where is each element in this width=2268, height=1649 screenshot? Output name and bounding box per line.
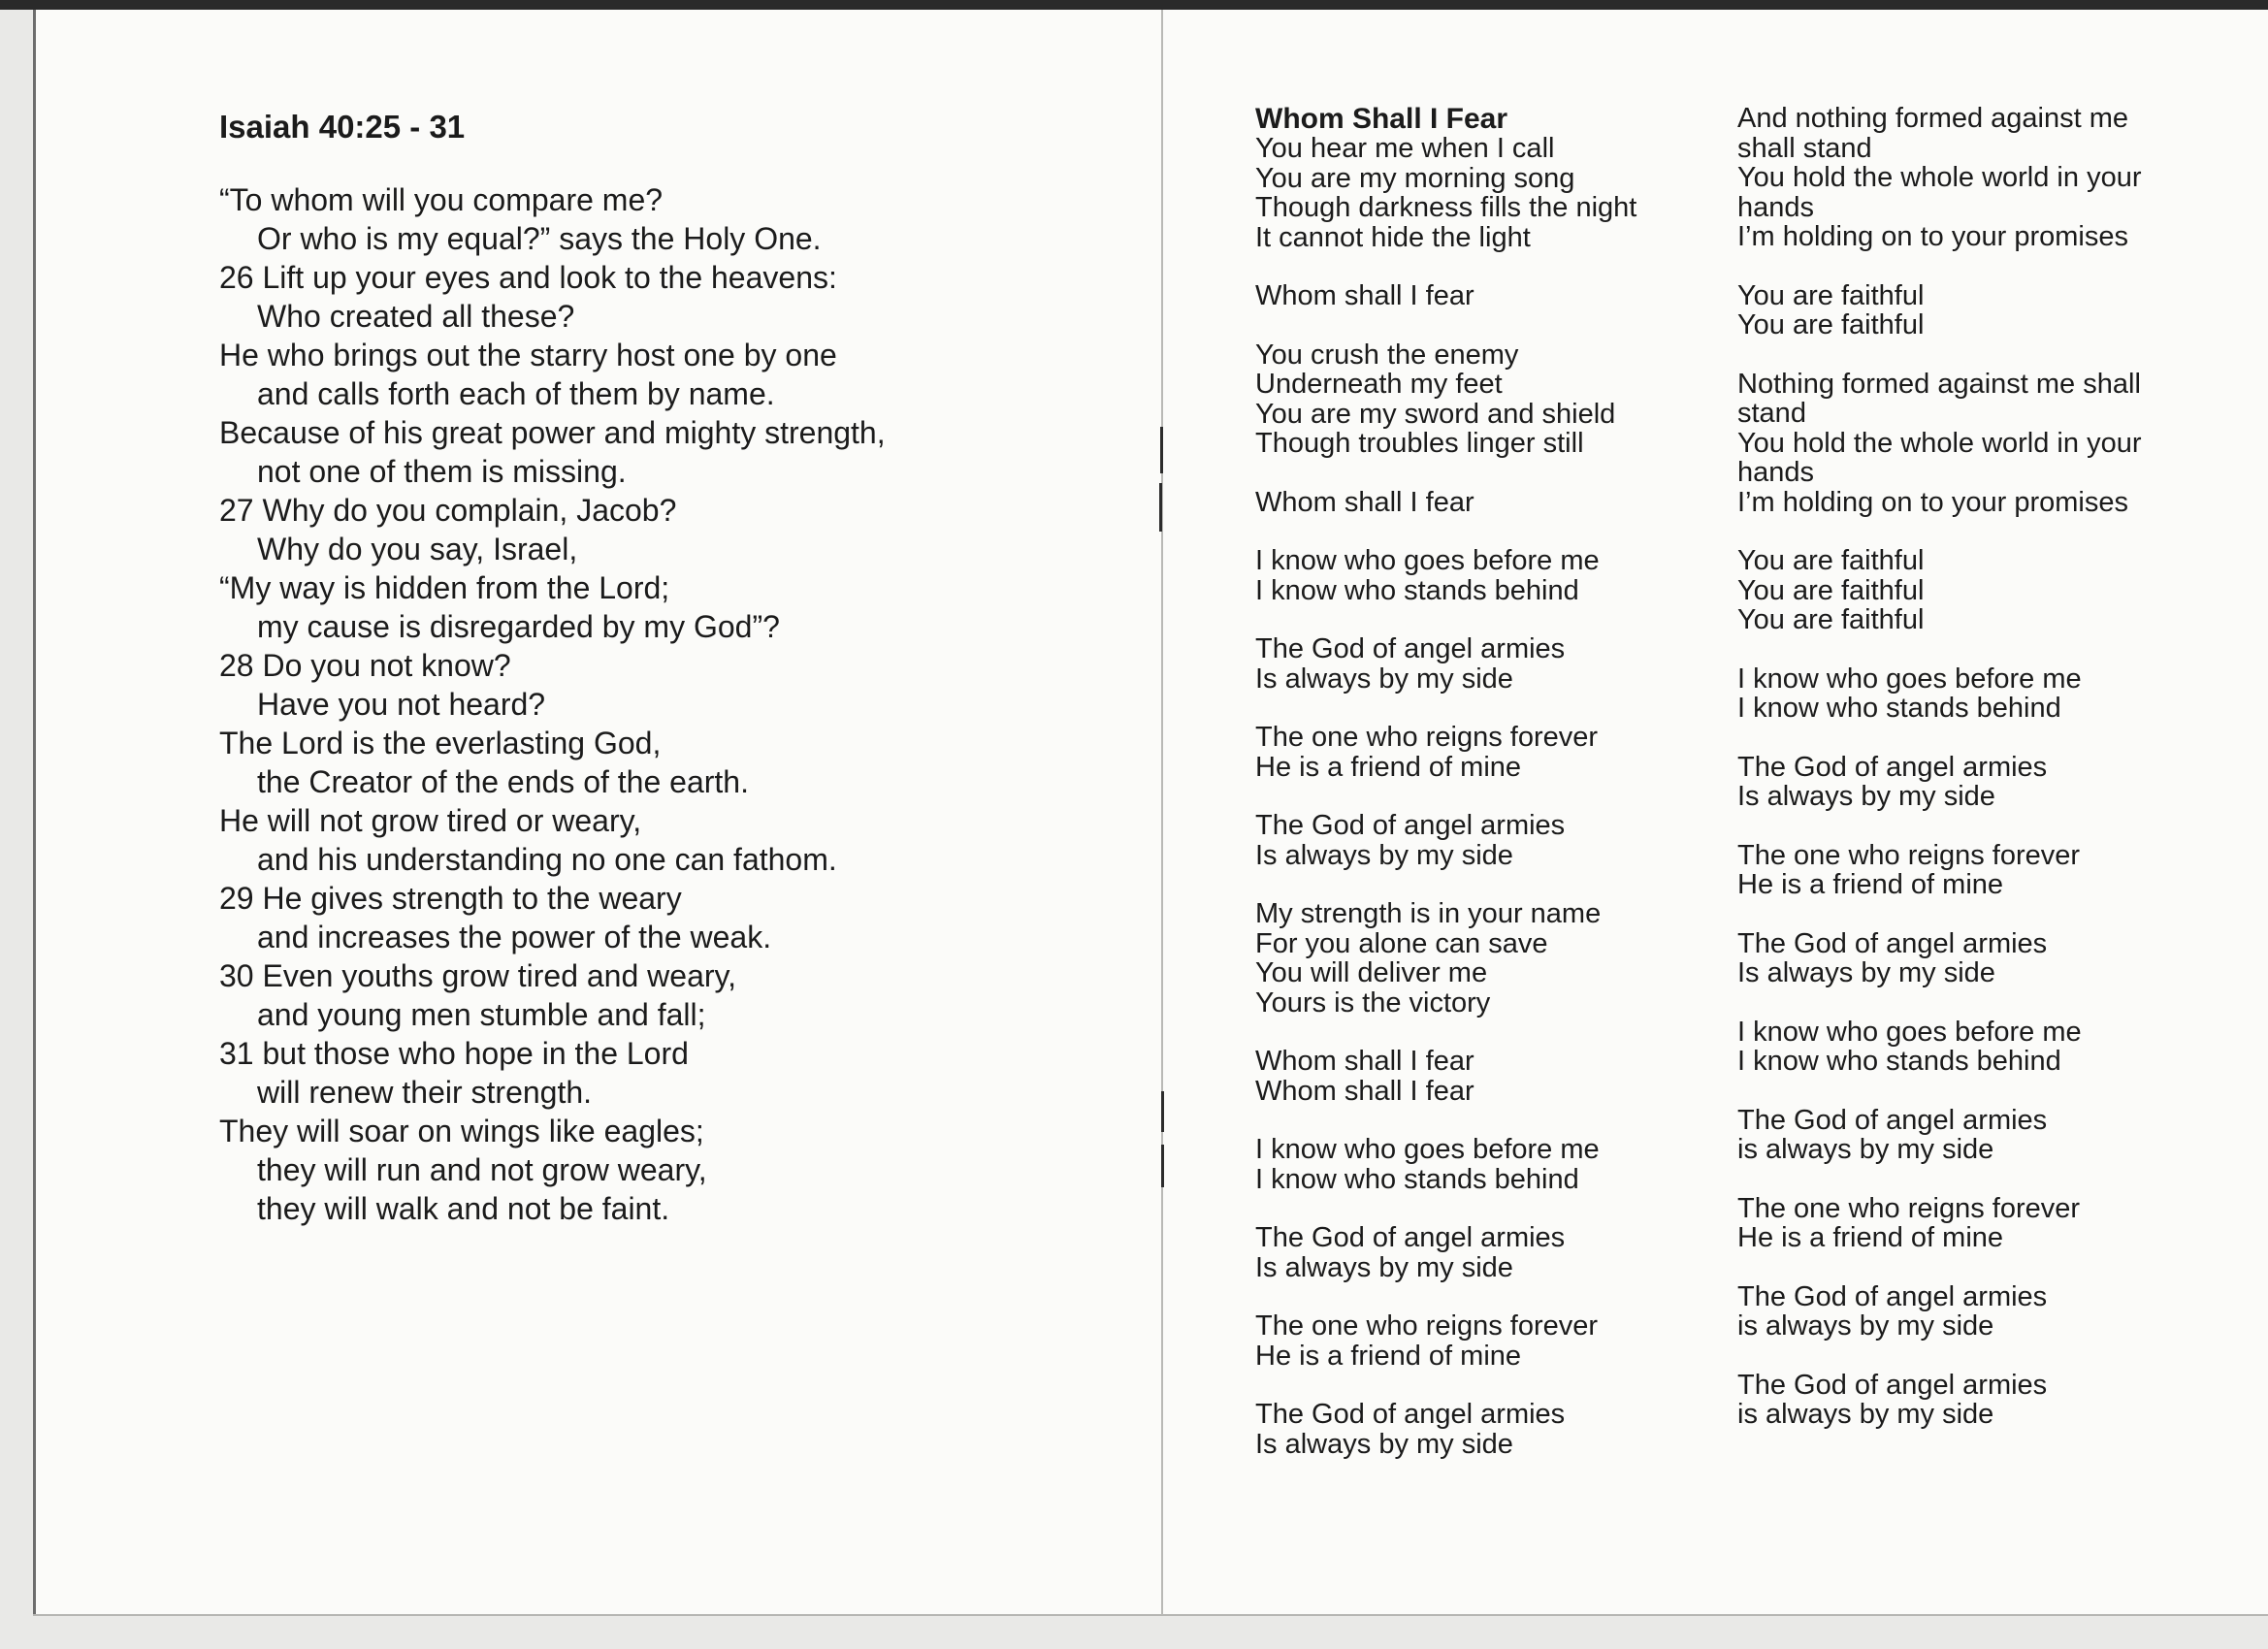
lyric-line: The God of angel armies <box>1737 1369 2048 1401</box>
lyric-stanza <box>1737 104 2203 252</box>
verse-line: “To whom will you compare me? <box>219 182 664 217</box>
verse-line: 29 He gives strength to the weary <box>219 881 682 916</box>
lyric-stanza <box>1737 370 2203 518</box>
lyric-stanza <box>1737 281 2203 340</box>
lyric-line: The God of angel armies <box>1737 927 2048 959</box>
page-bottom-edge <box>33 1614 2268 1616</box>
lyric-line: The God of angel armies <box>1255 1399 1566 1430</box>
lyric-line: I know who goes before me <box>1255 1134 1600 1165</box>
lyric-stanza <box>1737 1282 2203 1342</box>
lyric-line: You hold the whole world in your <box>1737 162 2142 193</box>
center-fold <box>1161 10 1163 1615</box>
lyric-line: You are faithful <box>1737 279 1925 311</box>
verse-line: will renew their strength. <box>257 1075 593 1110</box>
lyric-line: The one who reigns forever <box>1737 1192 2081 1224</box>
staple-mark <box>1161 1091 1164 1132</box>
verse-line: Because of his great power and mighty strength, <box>219 415 886 450</box>
lyric-line: Yours is the victory <box>1255 986 1491 1018</box>
lyric-stanza <box>1737 929 2203 988</box>
lyric-line: The God of angel armies <box>1737 751 2048 783</box>
lyric-line: He is a friend of mine <box>1255 1340 1522 1372</box>
lyric-stanza <box>1255 723 1721 782</box>
lyric-line: I know who goes before me <box>1737 663 2082 695</box>
verse-line: not one of them is missing. <box>257 454 627 489</box>
verse-line: and young men stumble and fall; <box>257 997 706 1032</box>
page-left-edge <box>33 10 36 1615</box>
lyric-line: For you alone can save <box>1255 927 1548 959</box>
lyric-line: You are faithful <box>1737 574 1925 606</box>
verse-line: 27 Why do you complain, Jacob? <box>219 493 677 528</box>
lyric-line: Underneath my feet <box>1255 369 1503 400</box>
lyric-line: Nothing formed against me shall <box>1737 368 2141 400</box>
lyric-stanza <box>1255 1135 1721 1194</box>
staple-mark <box>1161 1145 1164 1187</box>
verse-line: Who created all these? <box>257 299 575 334</box>
verse-line: 30 Even youths grow tired and weary, <box>219 958 737 993</box>
lyric-line: You hear me when I call <box>1255 133 1555 164</box>
lyric-line: Whom shall I fear <box>1255 280 1474 311</box>
lyric-line: stand <box>1737 398 1806 429</box>
lyric-stanza <box>1255 134 1721 252</box>
verse-line: “My way is hidden from the Lord; <box>219 570 670 605</box>
lyric-line: I know who stands behind <box>1737 693 2061 724</box>
verse-line: Or who is my equal?” says the Holy One. <box>257 221 822 256</box>
lyric-line: Is always by my side <box>1737 957 1995 988</box>
lyric-line: is always by my side <box>1737 1134 1994 1165</box>
lyric-stanza <box>1255 1047 1721 1106</box>
verse-line: Have you not heard? <box>257 687 546 722</box>
lyric-line: hands <box>1737 191 1815 223</box>
lyric-line: Is always by my side <box>1255 1251 1513 1283</box>
staple-mark <box>1159 483 1162 532</box>
scripture-text <box>219 180 1015 1228</box>
lyric-line: Though darkness fills the night <box>1255 192 1637 223</box>
lyric-line: He is a friend of mine <box>1737 869 2004 900</box>
lyric-line: You will deliver me <box>1255 957 1488 988</box>
lyric-line: It cannot hide the light <box>1255 221 1531 253</box>
song-title: Whom Shall I Fear <box>1255 103 1508 135</box>
lyric-line: You are faithful <box>1737 309 1925 340</box>
lyrics-column-left <box>1255 104 1721 1488</box>
lyric-line: He is a friend of mine <box>1737 1222 2004 1253</box>
lyric-line: I know who stands behind <box>1737 1046 2061 1077</box>
verse-line: Why do you say, Israel, <box>257 532 578 566</box>
lyric-line: You are my morning song <box>1255 162 1575 194</box>
lyric-stanza <box>1255 1400 1721 1459</box>
verse-line: They will soar on wings like eagles; <box>219 1114 704 1148</box>
lyric-line: You are my sword and shield <box>1255 398 1616 430</box>
lyric-line: I know who stands behind <box>1255 1163 1579 1195</box>
lyric-stanza <box>1737 1371 2203 1430</box>
lyric-line: The one who reigns forever <box>1255 722 1599 753</box>
lyric-stanza <box>1255 634 1721 694</box>
verse-line: and increases the power of the weak. <box>257 920 772 954</box>
lyric-line: You are faithful <box>1737 545 1925 576</box>
scripture-reference-title: Isaiah 40:25 - 31 <box>219 109 466 145</box>
lyric-line: The God of angel armies <box>1255 1222 1566 1253</box>
lyric-line: The one who reigns forever <box>1737 839 2081 871</box>
lyric-stanza <box>1737 1194 2203 1253</box>
lyric-stanza <box>1737 1018 2203 1077</box>
lyric-line: is always by my side <box>1737 1310 1994 1342</box>
lyric-line: Whom shall I fear <box>1255 486 1474 518</box>
verse-line: He who brings out the starry host one by one <box>219 338 837 372</box>
verse-line: The Lord is the everlasting God, <box>219 726 662 760</box>
lyric-stanza <box>1255 546 1721 605</box>
lyric-line: Though troubles linger still <box>1255 428 1584 459</box>
lyric-line: The one who reigns forever <box>1255 1310 1599 1342</box>
lyric-stanza <box>1737 753 2203 812</box>
verse-line: the Creator of the ends of the earth. <box>257 764 749 799</box>
lyric-stanza <box>1737 841 2203 900</box>
lyric-line: I know who goes before me <box>1255 545 1600 576</box>
lyric-line: The God of angel armies <box>1737 1280 2048 1312</box>
lyric-stanza <box>1737 664 2203 724</box>
lyric-line: And nothing formed against me <box>1737 103 2129 134</box>
verse-line: 26 Lift up your eyes and look to the heavens: <box>219 260 837 295</box>
lyric-stanza <box>1255 811 1721 870</box>
lyric-stanza <box>1255 281 1721 311</box>
lyric-line: My strength is in your name <box>1255 898 1602 929</box>
lyric-line: I know who goes before me <box>1737 1016 2082 1048</box>
lyric-line: He is a friend of mine <box>1255 751 1522 783</box>
verse-line: He will not grow tired or weary, <box>219 803 642 838</box>
lyric-line: You hold the whole world in your <box>1737 427 2142 459</box>
verse-line: and his understanding no one can fathom. <box>257 842 837 877</box>
scripture-passage <box>219 107 1015 1228</box>
verse-line: and calls forth each of them by name. <box>257 376 775 411</box>
lyric-line: shall stand <box>1737 132 1872 164</box>
lyric-line: I’m holding on to your promises <box>1737 486 2128 518</box>
verse-line: my cause is disregarded by my God”? <box>257 609 780 644</box>
verse-line: they will walk and not be faint. <box>257 1191 670 1226</box>
lyric-line: The God of angel armies <box>1737 1104 2048 1136</box>
lyric-stanza <box>1255 1223 1721 1282</box>
lyric-line: The God of angel armies <box>1255 810 1566 841</box>
lyric-line: Is always by my side <box>1255 663 1513 695</box>
lyric-stanza <box>1255 488 1721 518</box>
lyric-line: hands <box>1737 457 1815 488</box>
lyric-stanza <box>1737 546 2203 635</box>
staple-mark <box>1160 427 1163 473</box>
lyric-line: You are faithful <box>1737 604 1925 635</box>
lyric-line: Is always by my side <box>1255 1428 1513 1460</box>
lyric-line: Whom shall I fear <box>1255 1046 1474 1077</box>
lyric-line: is always by my side <box>1737 1399 1994 1430</box>
lyric-line: Is always by my side <box>1737 781 1995 812</box>
verse-line: 28 Do you not know? <box>219 648 511 683</box>
lyric-line: I’m holding on to your promises <box>1737 221 2128 252</box>
lyric-stanza <box>1255 1311 1721 1371</box>
lyric-line: Is always by my side <box>1255 839 1513 871</box>
verse-line: they will run and not grow weary, <box>257 1152 707 1187</box>
scanner-top-edge <box>0 0 2268 10</box>
lyric-line: You crush the enemy <box>1255 339 1519 371</box>
lyric-stanza <box>1737 1106 2203 1165</box>
lyrics-column-right <box>1737 104 2203 1459</box>
lyric-line: The God of angel armies <box>1255 633 1566 664</box>
lyric-line: I know who stands behind <box>1255 574 1579 606</box>
verse-line: 31 but those who hope in the Lord <box>219 1036 689 1071</box>
lyric-stanza <box>1255 340 1721 459</box>
lyric-line: Whom shall I fear <box>1255 1075 1474 1107</box>
lyric-stanza <box>1255 899 1721 1018</box>
